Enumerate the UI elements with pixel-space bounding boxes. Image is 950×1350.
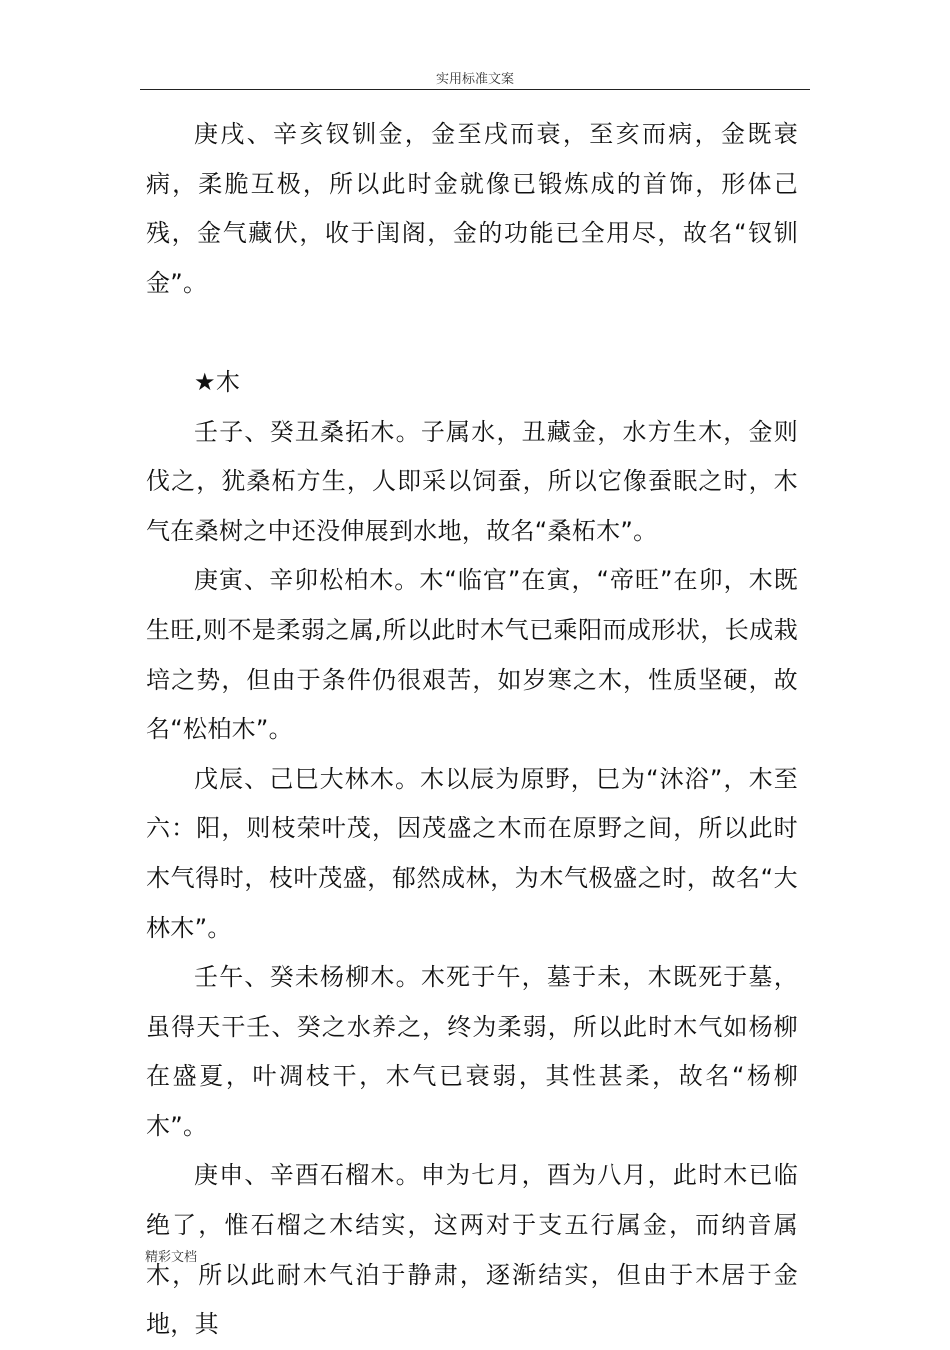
page-header: 实用标准文案 [435,72,514,87]
paragraph-dalin-mu: 戊辰、己巳大林木。木以辰为原野，巳为“沐浴”，木至六：阳，则枝荣叶茂，因茂盛之木而在原野之间，所以此时木气得时，枝叶茂盛，郁然成林，为木气极盛之时，故名“大林木”。 [146,764,798,942]
paragraph-spacer [146,308,798,358]
section-heading-wood: ★木 [194,367,241,396]
document-body [146,110,798,1350]
paragraph-sangzhe-mu: 壬子、癸丑桑拓木。子属水，丑藏金，水方生木，金则伐之，犹桑柘方生，人即采以饲蚕，所以它像蚕眠之时，木气在桑树之中还没伸展到水地，故名“桑柘木”。 [146,417,798,545]
paragraph-shiliu-mu: 庚申、辛酉石榴木。申为七月，酉为八月，此时木已临绝了，惟石榴之木结实，这两对于支五行属金，而纳音属木，所以此耐木气泊于静肃，逐渐结实，但由于木居于金地，其 [146,1161,798,1339]
page-footer: 精彩文档 [145,1250,198,1265]
header-divider [140,89,810,90]
paragraph-chaichuan-jin: 庚戌、辛亥钗钏金，金至戌而衰，至亥而病，金既衰病，柔脆互极，所以此时金就像已锻炼成的首饰，形体己残，金气藏伏，收于闺阁，金的功能已全用尽，故名“钗钏金”。 [146,120,798,297]
paragraph-songbai-mu: 庚寅、辛卯松柏木。木“临官”在寅，“帝旺”在卯，木既生旺,则不是柔弱之属,所以此时木气已乘阳而成形状，长成栽培之势，但由于条件仍很艰苦，如岁寒之木，性质坚硬，故名“松柏木”。 [146,566,798,744]
paragraph-yangliu-mu: 壬午、癸未杨柳木。木死于午，墓于未，木既死于墓，虽得天干壬、癸之水养之，终为柔弱，所以此时木气如杨柳在盛夏，叶凋枝干，木气已衰弱，其性甚柔，故名“杨柳木”。 [146,963,798,1140]
